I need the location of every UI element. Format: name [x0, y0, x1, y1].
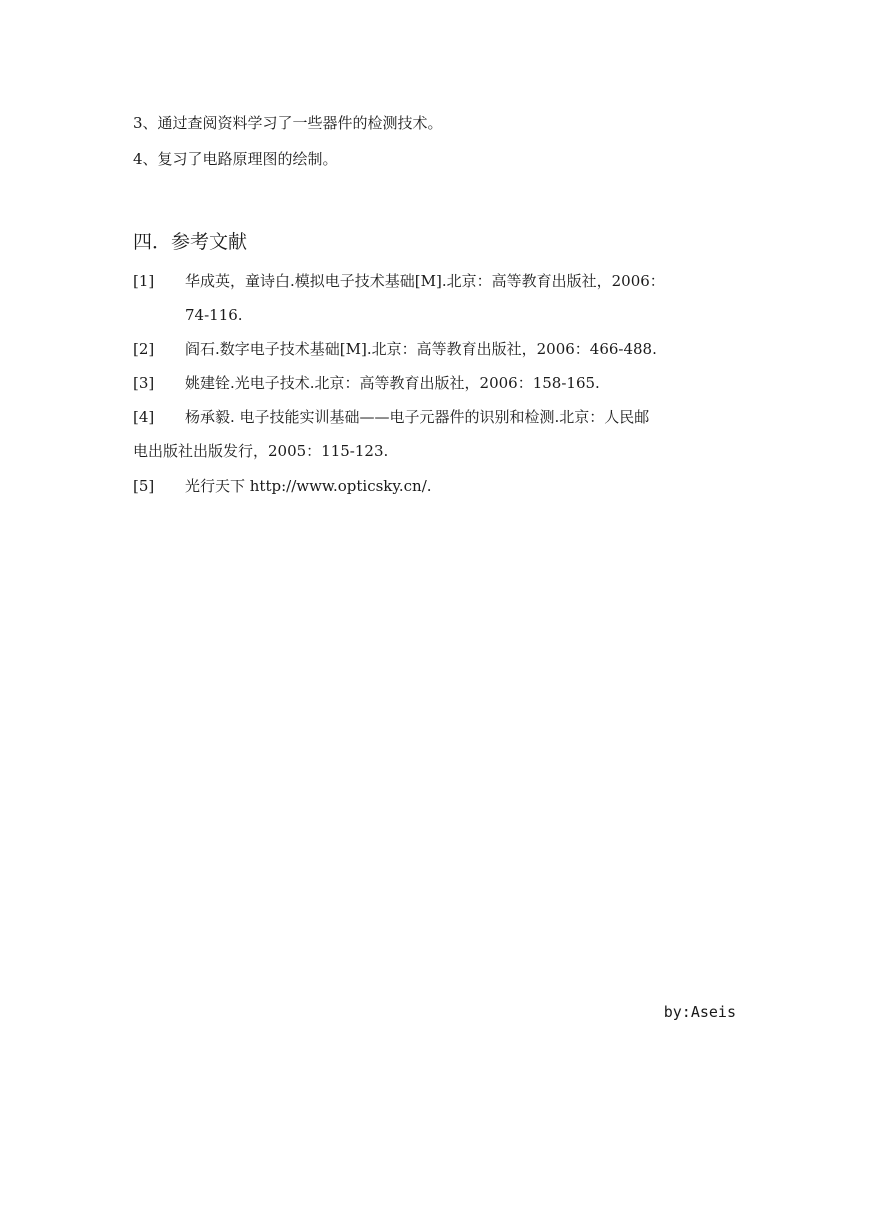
reference-item-3	[133, 372, 600, 394]
reference-text: 姚建铨.光电子技术.北京：高等教育出版社，2006：158-165.	[185, 374, 600, 392]
reference-item-4	[133, 406, 649, 428]
reference-item-4-continuation: 电出版社出版发行，2005：115-123.	[133, 442, 389, 460]
reference-text: 杨承毅. 电子技能实训基础——电子元器件的识别和检测.北京：人民邮	[185, 408, 650, 426]
reference-number: [2]	[133, 340, 155, 358]
summary-item-4: 4、复习了电路原理图的绘制。	[133, 150, 338, 168]
author-signature: by:Aseis	[663, 1003, 736, 1021]
reference-number: [5]	[133, 477, 155, 495]
summary-item-3: 3、通过查阅资料学习了一些器件的检测技术。	[133, 114, 443, 132]
reference-number: [1]	[133, 272, 155, 290]
reference-number: [3]	[133, 374, 155, 392]
reference-text: 光行天下 http://www.opticsky.cn/.	[185, 477, 432, 495]
references-heading: 四．参考文献	[133, 231, 248, 253]
reference-text: 阎石.数字电子技术基础[M].北京：高等教育出版社，2006：466-488.	[185, 340, 657, 358]
reference-item-1-continuation: 74-116.	[185, 306, 243, 324]
reference-text: 华成英，童诗白.模拟电子技术基础[M].北京：高等教育出版社，2006：	[185, 272, 665, 290]
reference-item-5	[133, 475, 432, 497]
reference-item-2	[133, 338, 657, 360]
reference-number: [4]	[133, 408, 155, 426]
reference-item-1	[133, 270, 665, 292]
